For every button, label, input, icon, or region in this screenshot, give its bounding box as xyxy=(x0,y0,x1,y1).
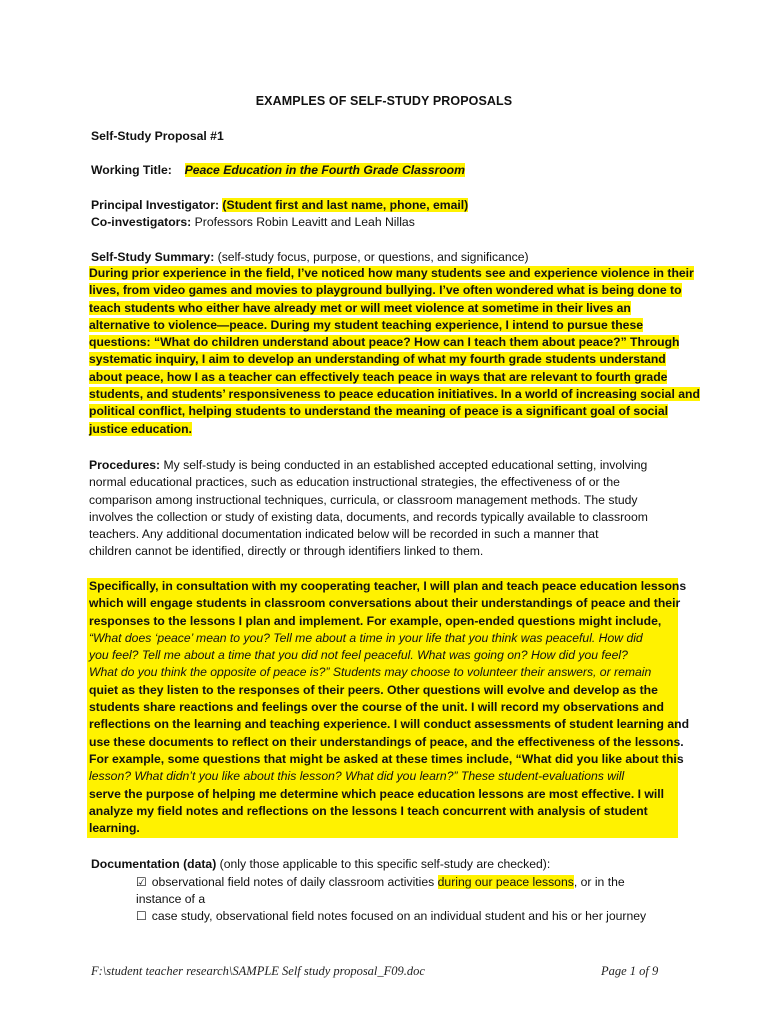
working-title-value: Peace Education in the Fourth Grade Classroom xyxy=(184,163,465,177)
procedures-label: Procedures: xyxy=(89,458,161,472)
pi-label: Principal Investigator: xyxy=(91,198,219,212)
summary-line: During prior experience in the field, I’ve noticed how many students see and experience violence in their xyxy=(89,266,694,280)
procedures-paragraph xyxy=(89,457,676,561)
checked-checkbox[interactable]: ☑ xyxy=(136,875,147,889)
specific-line: serve the purpose of helping me determine which peace education lessons are most effective. I will xyxy=(89,786,665,801)
proposal-heading: Self-Study Proposal #1 xyxy=(91,129,224,143)
specific-line: use these documents to reflect on their understandings of peace, and the effectiveness of the lessons. xyxy=(89,734,684,749)
procedures-line: involves the collection or study of existing data, documents, and records typically available to classroom xyxy=(89,509,648,524)
working-title-line xyxy=(91,162,465,179)
summary-label: Self-Study Summary: xyxy=(91,250,215,264)
specific-line: you feel? Tell me about a time that you did not feel peaceful. What was going on? How did you feel? xyxy=(89,648,628,663)
summary-line: teach students who either have already met or will meet violence at sometime in their lives an xyxy=(89,300,631,315)
co-label: Co-investigators: xyxy=(91,215,192,229)
checklist-item xyxy=(136,874,625,891)
specific-line: lesson? What didn’t you like about this lesson? What did you learn?” These student-evaluations will xyxy=(89,769,625,784)
specific-line: For example, some questions that might be asked at these times include, “What did you like about this xyxy=(89,751,684,766)
procedures-line: comparison among instructional techniques, curricula, or classroom management methods. The study xyxy=(89,492,638,507)
pi-value: (Student first and last name, phone, email) xyxy=(222,198,469,212)
summary-line: justice education. xyxy=(89,421,192,436)
checklist-item-text: case study, observational field notes focused on an individual student and his or her journey xyxy=(151,909,647,923)
procedures-line: children cannot be identified, directly or through identifiers linked to them. xyxy=(89,544,484,559)
checklist-item-text: observational field notes of daily classroom activities xyxy=(151,875,438,889)
principal-investigator-line xyxy=(91,197,468,214)
procedures-line: normal educational practices, such as education instructional strategies, the effectiveness of or the xyxy=(89,475,620,490)
specific-line: quiet as they listen to the responses of their peers. Other questions will evolve and develop as the xyxy=(89,682,658,697)
specific-paragraph xyxy=(87,578,690,838)
specific-line: analyze my field notes and reflections on the lessons I teach concurrent with analysis of student xyxy=(89,803,648,818)
checklist-item xyxy=(136,908,646,925)
summary-paragraph xyxy=(89,265,700,438)
checklist-item-highlight: during our peace lessons xyxy=(437,875,574,889)
procedures-line: teachers. Any additional documentation indicated below will be recorded in such a manner that xyxy=(89,527,599,542)
co-investigators-line xyxy=(91,214,415,231)
document-title: EXAMPLES OF SELF-STUDY PROPOSALS xyxy=(255,94,513,108)
unchecked-checkbox[interactable]: ☐ xyxy=(136,909,147,923)
summary-line: questions: “What do children understand about peace? How can I teach them about peace?” Through xyxy=(89,335,680,350)
checklist-item-continuation: instance of a xyxy=(136,892,206,906)
summary-heading-line xyxy=(91,249,529,266)
documentation-label: Documentation (data) xyxy=(91,857,217,871)
specific-line: students share reactions and feelings over the course of the unit. I will record my observations and xyxy=(89,700,664,715)
specific-line: which will engage students in classroom conversations about their understandings of peace and their xyxy=(89,596,681,611)
summary-note: (self-study focus, purpose, or questions, and significance) xyxy=(217,250,529,264)
documentation-note: (only those applicable to this specific self-study are checked): xyxy=(219,857,551,871)
summary-line: about peace, how I as a teacher can effectively teach peace in ways that are relevant to fourth grade xyxy=(89,369,668,384)
specific-line: learning. xyxy=(89,821,140,836)
checklist-item-text-end: , or in the xyxy=(573,875,625,889)
summary-line: alternative to violence—peace. During my student teaching experience, I intend to pursue these xyxy=(89,317,643,332)
footer-page-number: Page 1 of 9 xyxy=(601,964,659,978)
co-value: Professors Robin Leavitt and Leah Nillas xyxy=(194,215,415,229)
procedures-line: My self-study is being conducted in an established accepted educational setting, involving xyxy=(163,458,648,472)
working-title-label: Working Title: xyxy=(91,163,172,177)
summary-line: students, and students’ responsiveness to peace education initiatives. In a world of increasing social and xyxy=(89,387,700,402)
footer-file-path: F:\student teacher research\SAMPLE Self study proposal_F09.doc xyxy=(91,964,425,978)
documentation-heading-line xyxy=(91,856,550,873)
summary-line: lives, from video games and movies to playground bullying. I’ve often wondered what is being done to xyxy=(89,283,682,298)
summary-line: systematic inquiry, I aim to develop an understanding of what my fourth grade students understand xyxy=(89,352,666,367)
summary-line: political conflict, helping students to understand the meaning of peace is a significant goal of social xyxy=(89,404,668,419)
specific-line: Specifically, in consultation with my cooperating teacher, I will plan and teach peace education lessons xyxy=(89,579,687,593)
specific-line: reflections on the learning and teaching experience. I will conduct assessments of student learning and xyxy=(89,717,690,732)
specific-line: What do you think the opposite of peace is?” Students may choose to volunteer their answers, or remain xyxy=(89,665,652,680)
specific-line: responses to the lessons I plan and implement. For example, open-ended questions might include, xyxy=(89,613,662,628)
specific-line: “What does ‘peace’ mean to you? Tell me about a time in your life that you think was peaceful. How did xyxy=(89,630,643,645)
